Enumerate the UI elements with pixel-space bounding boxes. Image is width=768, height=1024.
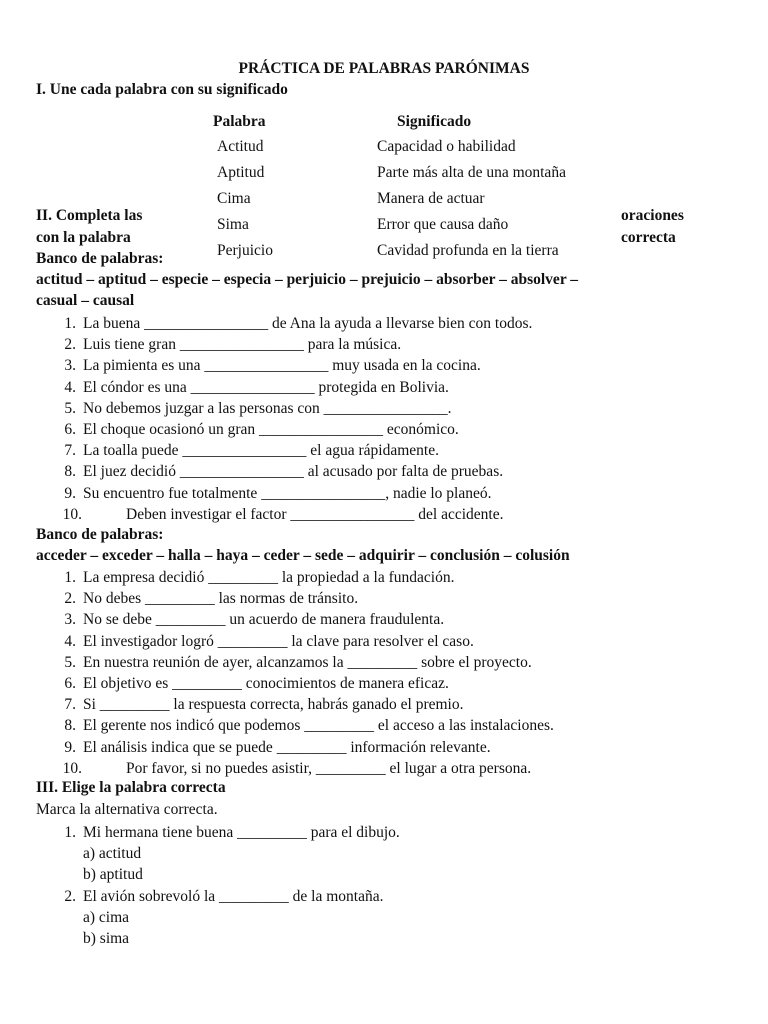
list-item [36, 377, 756, 398]
item-text: El cóndor es una ________________ protegida en Bolivia. [83, 378, 449, 396]
section-1-heading: I. Une cada palabra con su significado [36, 81, 288, 98]
section-2-heading-part-3: oraciones [621, 207, 684, 224]
item-number: 5. [64, 653, 76, 671]
list-item [36, 355, 756, 376]
item-number: 2. [64, 590, 76, 608]
item-text: No debemos juzgar a las personas con ________________. [83, 399, 452, 417]
item-number: 5. [64, 399, 76, 417]
item-text: No se debe _________ un acuerdo de manera fraudulenta. [83, 611, 445, 629]
list-item [36, 440, 756, 461]
word-bank-2-line: acceder – exceder – halla – haya – ceder – sede – adquirir – conclusión – colusión [36, 547, 570, 564]
item-text: El análisis indica que se puede _________ información relevante. [83, 738, 491, 756]
item-text: La buena ________________ de Ana la ayuda a llevarse bien con todos. [83, 315, 533, 332]
item-text: No debes _________ las normas de tránsito. [83, 590, 359, 608]
item-number: 2. [64, 887, 76, 905]
page-title: PRÁCTICA DE PALABRAS PARÓNIMAS [238, 60, 530, 77]
list-item [36, 673, 756, 694]
section-2-heading-part-1: II. Completa las [36, 207, 143, 224]
item-number: 3. [64, 611, 76, 629]
item-text: Si _________ la respuesta correcta, habrás ganado el premio. [83, 696, 464, 714]
item-text: Su encuentro fue totalmente ________________, nadie lo planeó. [83, 484, 492, 502]
list-item [36, 822, 756, 843]
table-word-2: Aptitud [217, 164, 265, 181]
item-number: 9. [64, 484, 76, 502]
table-word-5: Perjuicio [217, 242, 273, 259]
item-text: El investigador logró _________ la clave para resolver el caso. [83, 632, 474, 650]
column-header-meaning: Significado [397, 113, 472, 130]
list-item [36, 483, 756, 504]
list-item [36, 609, 756, 630]
item-number: 10. [62, 505, 82, 523]
section-2-heading-part-4: correcta [621, 229, 676, 246]
table-word-1: Actitud [217, 138, 264, 155]
option-a[interactable]: a) cima [83, 908, 130, 926]
item-number: 9. [64, 738, 76, 756]
table-meaning-4: Error que causa daño [377, 216, 509, 233]
option-a[interactable]: a) actitud [83, 845, 142, 863]
list-item [36, 567, 756, 588]
section-2-heading-part-2: con la palabra [36, 229, 131, 246]
item-text: Mi hermana tiene buena _________ para el dibujo. [83, 824, 400, 841]
item-text: Luis tiene gran ________________ para la música. [83, 336, 402, 354]
list-item [36, 398, 756, 419]
multiple-choice-list [36, 886, 756, 907]
multiple-choice-list [36, 822, 756, 843]
list-item [36, 886, 756, 907]
table-meaning-5: Cavidad profunda en la tierra [377, 242, 559, 259]
section-3-heading: III. Elige la palabra correcta [36, 779, 226, 796]
table-word-4: Sima [217, 216, 249, 233]
word-bank-2-label: Banco de palabras: [36, 526, 164, 543]
list-item [36, 758, 756, 779]
list-item [36, 715, 756, 736]
item-text: En nuestra reunión de ayer, alcanzamos la _________ sobre el proyecto. [83, 653, 532, 671]
list-item [36, 694, 756, 715]
item-text: Por favor, si no puedes asistir, _________ el lugar a otra persona. [126, 759, 532, 777]
list-item [36, 313, 756, 334]
list-item [36, 588, 756, 609]
item-number: 7. [64, 442, 76, 460]
item-text: El gerente nos indicó que podemos _________ el acceso a las instalaciones. [83, 717, 554, 735]
item-number: 6. [64, 674, 76, 692]
list-item [36, 631, 756, 652]
column-header-word: Palabra [213, 113, 266, 130]
table-meaning-3: Manera de actuar [377, 190, 485, 207]
item-number: 10. [62, 759, 82, 777]
item-number: 1. [64, 569, 76, 586]
item-number: 4. [64, 632, 76, 650]
item-text: El juez decidió ________________ al acusado por falta de pruebas. [83, 463, 504, 481]
exercise-list-2 [36, 567, 756, 779]
list-item [36, 334, 756, 355]
list-item [36, 504, 756, 525]
word-bank-1-line-2: casual – causal [36, 292, 135, 309]
item-text: La toalla puede ________________ el agua rápidamente. [83, 442, 439, 460]
table-word-3: Cima [217, 190, 251, 207]
option-b[interactable]: b) aptitud [83, 866, 143, 884]
list-item [36, 461, 756, 482]
option-b[interactable]: b) sima [83, 929, 130, 947]
item-number: 3. [64, 357, 76, 375]
word-bank-1-line-1: actitud – aptitud – especie – especia – perjuicio – prejuicio – absorber – absolver – [36, 271, 579, 288]
list-item [36, 737, 756, 758]
item-text: La pimienta es una ________________ muy usada en la cocina. [83, 357, 481, 375]
exercise-list-1 [36, 313, 756, 525]
item-number: 8. [64, 717, 76, 735]
table-meaning-1: Capacidad o habilidad [377, 138, 516, 155]
item-number: 8. [64, 463, 76, 481]
item-number: 6. [64, 420, 76, 438]
item-number: 1. [64, 824, 76, 841]
list-item [36, 419, 756, 440]
item-text: El avión sobrevoló la _________ de la montaña. [83, 887, 384, 905]
item-number: 1. [64, 315, 76, 332]
word-bank-1-label: Banco de palabras: [36, 250, 164, 267]
item-text: El objetivo es _________ conocimientos de manera eficaz. [83, 674, 449, 692]
item-text: El choque ocasionó un gran ________________ económico. [83, 420, 459, 438]
table-meaning-2: Parte más alta de una montaña [377, 164, 566, 181]
section-3-instruction: Marca la alternativa correcta. [36, 801, 218, 818]
item-number: 4. [64, 378, 76, 396]
item-number: 2. [64, 336, 76, 354]
item-text: Deben investigar el factor ________________ del accidente. [126, 505, 504, 523]
item-text: La empresa decidió _________ la propiedad a la fundación. [83, 569, 455, 586]
item-number: 7. [64, 696, 76, 714]
list-item [36, 652, 756, 673]
